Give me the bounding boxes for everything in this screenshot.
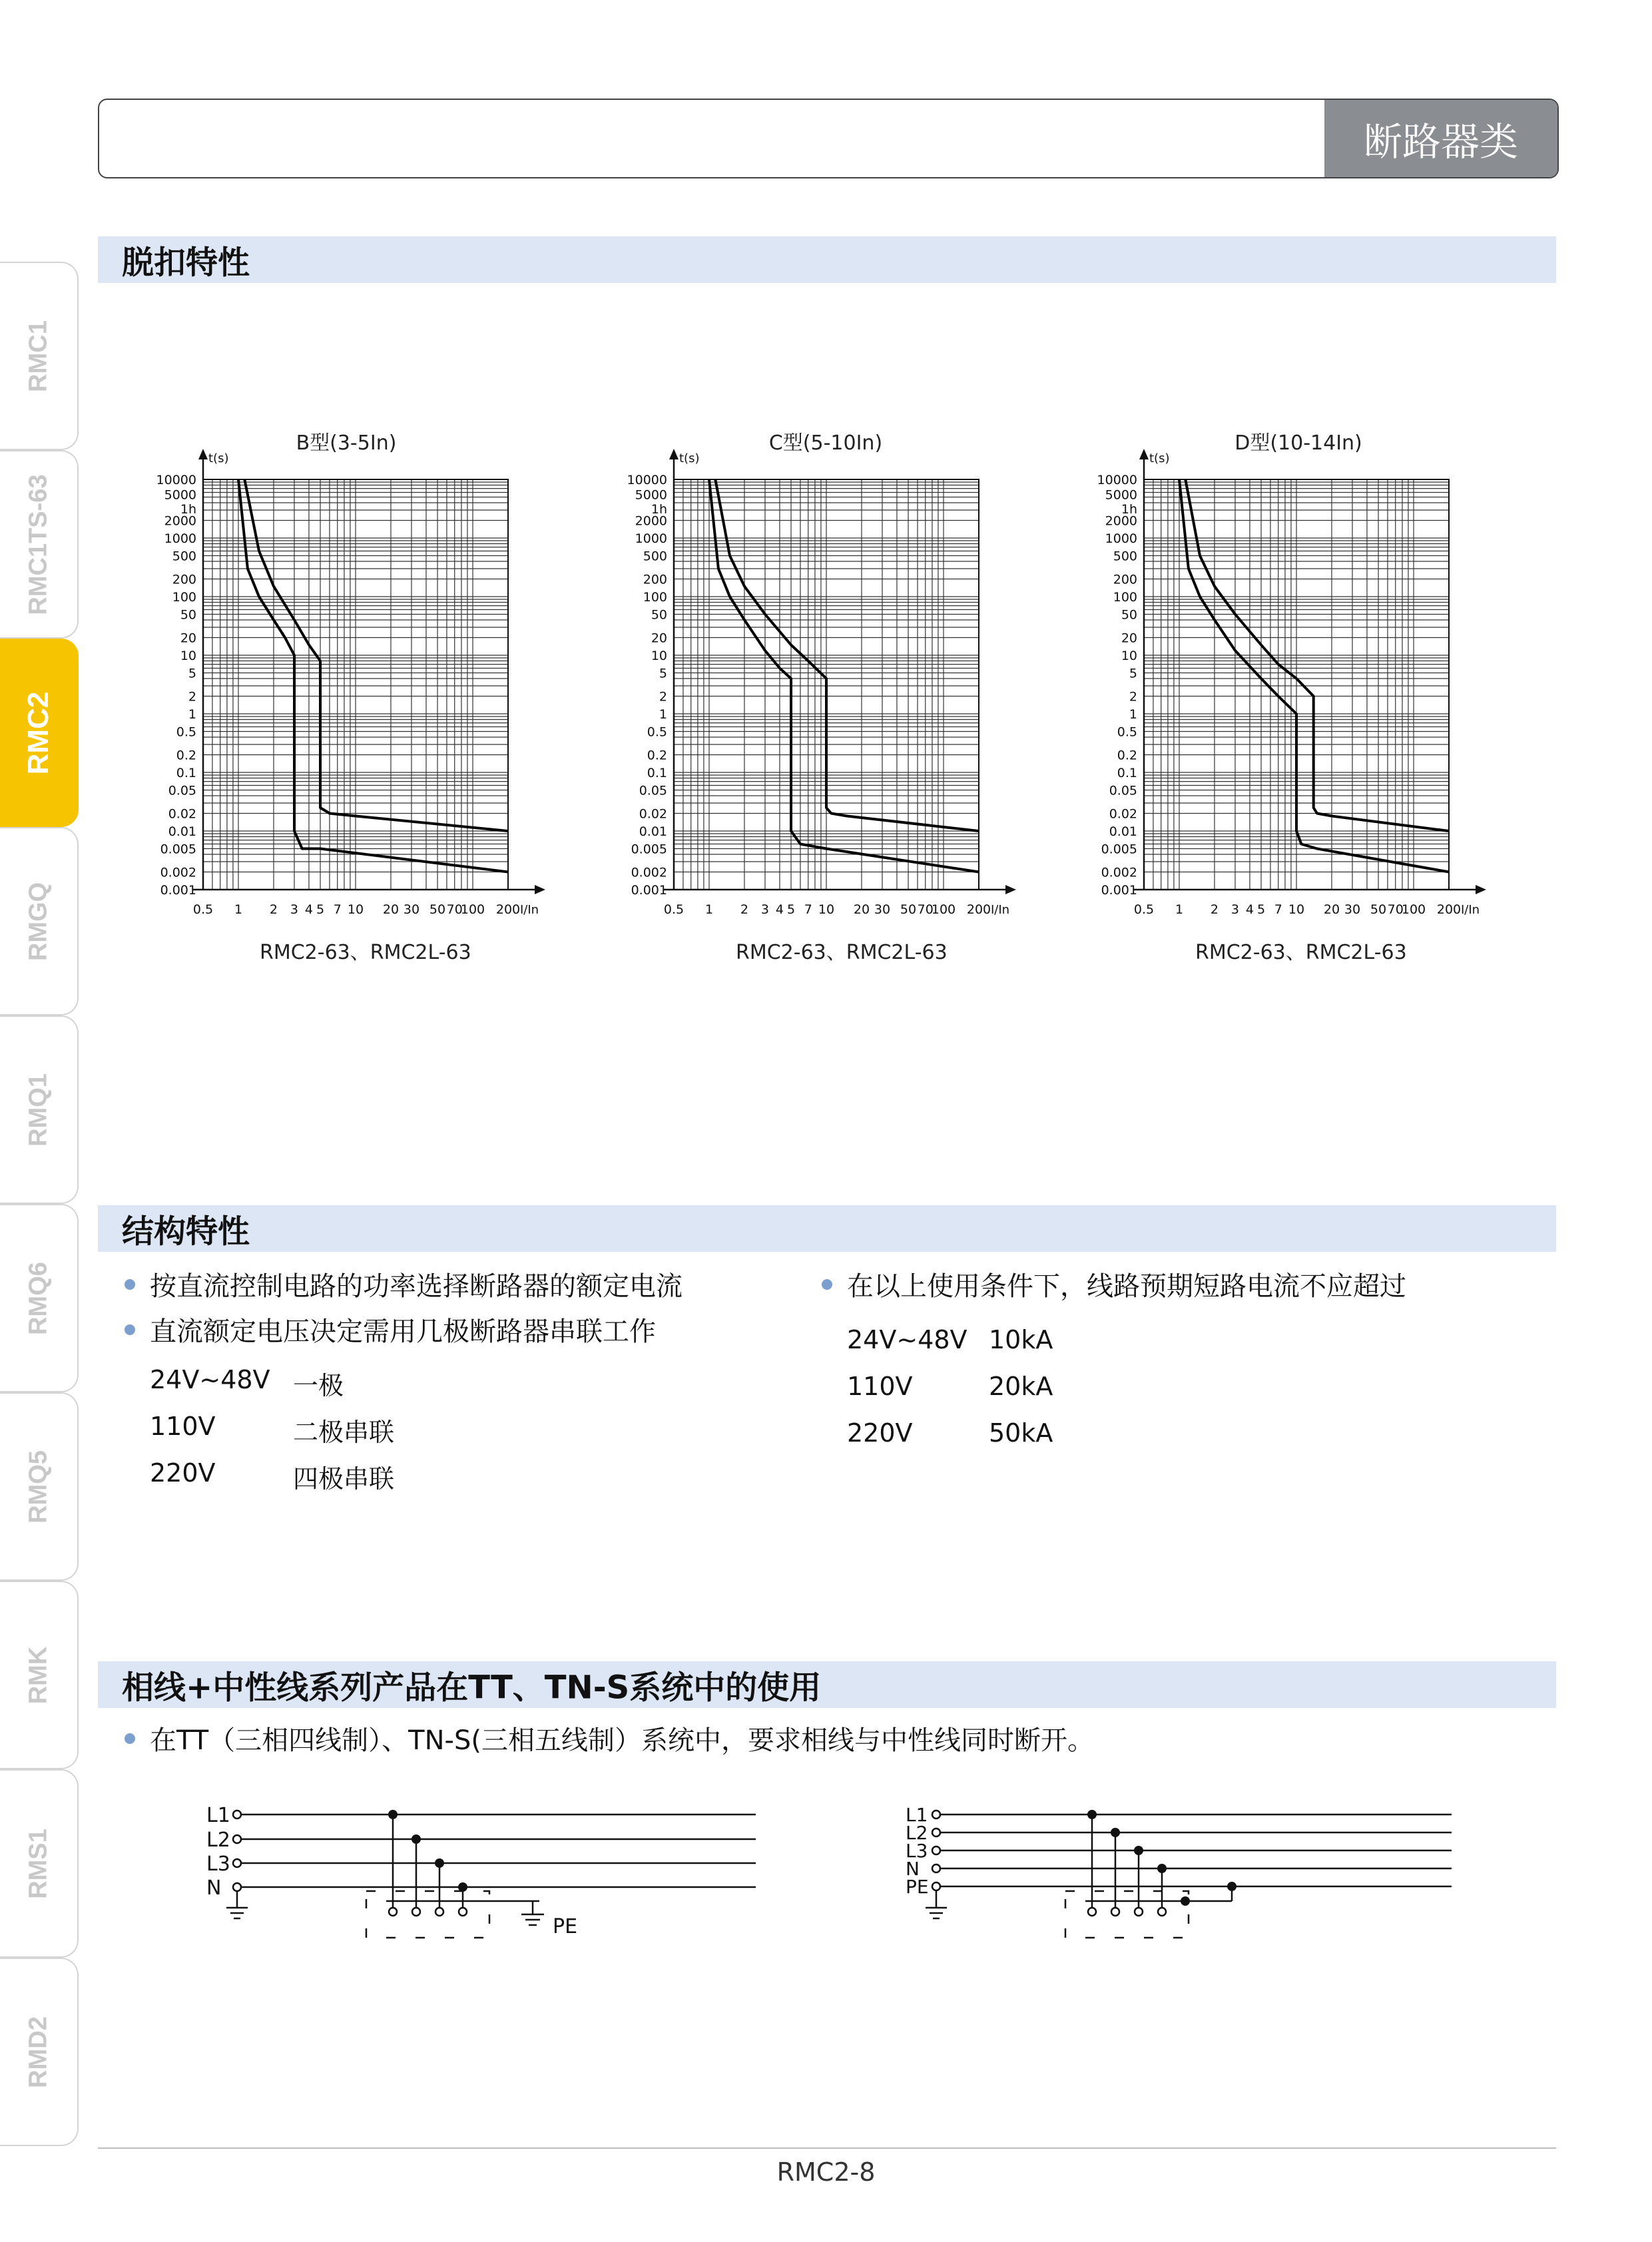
x-tick-label: 2: [1210, 902, 1219, 917]
y-tick-label: 1: [1129, 707, 1137, 722]
y-tick-label: 0.02: [1109, 806, 1137, 822]
x-tick-label: 10: [1288, 902, 1305, 917]
tab-label: RMQ5: [24, 1450, 53, 1524]
y-tick-label: 0.1: [176, 766, 196, 780]
x-tick-label: 5: [786, 902, 796, 917]
tt-wiring-diagram: [186, 1791, 919, 1978]
y-tick-label: 500: [172, 549, 196, 564]
x-tick-label: 30: [1344, 902, 1361, 917]
x-tick-label: 5: [316, 902, 325, 917]
x-tick-label: 200: [966, 902, 991, 917]
table-cell: 110V: [847, 1372, 913, 1401]
y-tick-label: 2000: [1105, 513, 1137, 529]
y-tick-label: 50: [1121, 607, 1137, 623]
y-tick-label: 0.2: [647, 748, 667, 763]
x-axis-label: I/In: [1461, 903, 1480, 917]
y-tick-label: 2000: [164, 513, 196, 529]
y-tick-label: 10: [1121, 649, 1137, 663]
y-tick-label: 10: [651, 649, 667, 663]
x-tick-label: 10: [347, 902, 364, 917]
x-tick-label: 100: [931, 902, 956, 917]
table-cell: 四极串联: [293, 1464, 395, 1494]
x-tick-label: 2: [269, 902, 278, 917]
y-tick-label: 20: [651, 631, 667, 646]
tab-label: RMK: [24, 1646, 53, 1704]
y-tick-label: 500: [1113, 549, 1137, 564]
y-tick-label: 0.002: [1101, 865, 1137, 880]
y-axis-label: t(s): [1149, 451, 1170, 465]
table-cell: 50kA: [989, 1418, 1053, 1448]
y-tick-label: 1h: [180, 502, 196, 517]
x-tick-label: 1: [704, 902, 714, 917]
y-tick-label: 0.5: [1117, 724, 1137, 740]
line-label: L2: [906, 1822, 928, 1844]
y-tick-label: 5000: [164, 487, 196, 503]
x-tick-label: 100: [1401, 902, 1426, 917]
x-tick-label: 70: [1387, 902, 1404, 917]
tab-label: RMQ6: [24, 1261, 53, 1335]
y-tick-label: 5: [188, 666, 196, 681]
y-tick-label: 0.2: [176, 748, 196, 763]
table-cell: 24V~48V: [150, 1365, 270, 1394]
x-tick-label: 5: [1256, 902, 1266, 917]
x-tick-label: 30: [874, 902, 891, 917]
x-tick-label: 2: [740, 902, 749, 917]
y-tick-label: 0.002: [631, 865, 667, 880]
chart-title-b: B型(3-5In): [296, 431, 397, 455]
trip-chart-2: [1097, 449, 1486, 917]
y-tick-label: 0.001: [160, 883, 196, 898]
y-tick-label: 0.01: [639, 824, 667, 839]
y-tick-label: 0.2: [1117, 748, 1137, 763]
pe-label: PE: [553, 1915, 578, 1938]
tab-label: RMD2: [24, 2016, 53, 2088]
table-cell: 220V: [847, 1418, 913, 1448]
y-tick-label: 0.01: [168, 824, 196, 839]
y-axis-arrow: [669, 449, 679, 459]
y-tick-label: 5: [659, 666, 667, 681]
tab-label: RMC2: [22, 691, 55, 774]
table-cell: 220V: [150, 1458, 216, 1488]
y-tick-label: 5000: [635, 487, 667, 503]
usage-bullet: 在TT（三相四线制）、TN-S(三相五线制）系统中，要求相线与中性线同时断开。: [150, 1719, 1094, 1757]
trip-chart-0: [156, 449, 545, 917]
x-tick-label: 50: [429, 902, 446, 917]
y-tick-label: 1000: [635, 531, 667, 546]
table-cell: 一极: [293, 1371, 344, 1400]
line-label: L1: [906, 1804, 928, 1826]
category-label: 断路器类: [1324, 100, 1557, 177]
structure-bullet: 在以上使用条件下，线路预期短路电流不应超过: [847, 1265, 1406, 1303]
y-tick-label: 0.001: [1101, 883, 1137, 898]
y-tick-label: 5: [1129, 666, 1137, 681]
y-tick-label: 200: [172, 572, 196, 587]
section-title: 相线+中性线系列产品在TT、TN-S系统中的使用: [122, 1669, 822, 1707]
y-tick-label: 0.5: [176, 724, 196, 740]
y-tick-label: 0.1: [1117, 766, 1137, 780]
y-tick-label: 1000: [1105, 531, 1137, 546]
x-tick-label: 70: [917, 902, 934, 917]
x-tick-label: 4: [304, 902, 314, 917]
footer-divider: [98, 2147, 1556, 2149]
x-tick-label: 100: [460, 902, 485, 917]
chart-title-c: C型(5-10In): [768, 431, 883, 455]
section-title: 脱扣特性: [122, 244, 250, 282]
x-tick-label: 20: [853, 902, 870, 917]
x-tick-label: 7: [1274, 902, 1282, 917]
x-axis-label: I/In: [520, 903, 539, 917]
trip-chart-1: [627, 449, 1016, 917]
x-tick-label: 50: [1370, 902, 1387, 917]
y-tick-label: 0.001: [631, 883, 667, 898]
y-tick-label: 500: [643, 549, 667, 564]
x-tick-label: 50: [900, 902, 917, 917]
line-label: L1: [206, 1804, 230, 1827]
x-tick-label: 4: [775, 902, 784, 917]
chart-caption-d: RMC2-63、RMC2L-63: [1195, 941, 1407, 964]
x-tick-label: 0.5: [1133, 902, 1155, 917]
y-axis-arrow: [198, 449, 208, 459]
chart-title-d: D型(10-14In): [1235, 431, 1362, 455]
tab-label: RMGQ: [24, 882, 53, 961]
y-tick-label: 2000: [635, 513, 667, 529]
y-tick-label: 0.5: [647, 724, 667, 740]
y-tick-label: 2: [1129, 689, 1137, 704]
y-tick-label: 1: [659, 707, 667, 722]
tab-rmd2[interactable]: [0, 1958, 79, 2146]
y-tick-label: 2: [188, 689, 196, 704]
y-tick-label: 100: [643, 590, 667, 605]
y-tick-label: 200: [1113, 572, 1137, 587]
tab-rmk[interactable]: [0, 1581, 79, 1769]
x-axis-label: I/In: [991, 903, 1010, 917]
y-tick-label: 0.005: [631, 842, 667, 857]
tab-label: RMQ1: [24, 1073, 53, 1147]
y-tick-label: 100: [1113, 590, 1137, 605]
y-tick-label: 0.05: [639, 783, 667, 798]
y-axis-label: t(s): [679, 451, 700, 465]
tab-label: RMC1TS-63: [24, 473, 53, 615]
x-tick-label: 1: [1175, 902, 1184, 917]
y-axis-label: t(s): [208, 451, 229, 465]
x-axis-arrow: [535, 885, 545, 894]
y-tick-label: 20: [180, 631, 196, 646]
x-tick-label: 0.5: [192, 902, 214, 917]
page-number: RMC2-8: [776, 2157, 876, 2187]
tab-rmq5[interactable]: [0, 1392, 79, 1581]
y-tick-label: 0.01: [1109, 824, 1137, 839]
tab-rms1[interactable]: [0, 1769, 79, 1958]
y-tick-label: 100: [172, 590, 196, 605]
structure-bullet: 按直流控制电路的功率选择断路器的额定电流: [150, 1265, 683, 1303]
y-tick-label: 10000: [1097, 473, 1137, 487]
x-axis-arrow: [1476, 885, 1486, 894]
tab-label: RMC1: [24, 320, 53, 392]
x-tick-label: 4: [1245, 902, 1254, 917]
x-tick-label: 3: [290, 902, 299, 917]
y-tick-label: 200: [643, 572, 667, 587]
x-axis-arrow: [1005, 885, 1016, 894]
tab-label: RMS1: [24, 1828, 53, 1899]
x-tick-label: 3: [760, 902, 770, 917]
y-tick-label: 1h: [1121, 502, 1137, 517]
y-tick-label: 10000: [156, 473, 196, 487]
x-tick-label: 200: [495, 902, 521, 917]
y-tick-label: 1: [188, 707, 196, 722]
y-tick-label: 10000: [627, 473, 667, 487]
y-tick-label: 20: [1121, 631, 1137, 646]
chart-caption-c: RMC2-63、RMC2L-63: [736, 941, 948, 964]
x-tick-label: 20: [1323, 902, 1340, 917]
y-tick-label: 1000: [164, 531, 196, 546]
line-label: N: [906, 1858, 920, 1880]
section-structure: [98, 1205, 1556, 1252]
y-tick-label: 0.05: [1109, 783, 1137, 798]
chart-caption-b: RMC2-63、RMC2L-63: [260, 941, 471, 964]
y-tick-label: 0.1: [647, 766, 667, 780]
line-label: L2: [206, 1828, 230, 1852]
x-tick-label: 3: [1231, 902, 1240, 917]
line-label: L3: [206, 1852, 230, 1876]
y-tick-label: 50: [651, 607, 667, 623]
trip-curve-charts: [0, 439, 1652, 972]
y-tick-label: 5000: [1105, 487, 1137, 503]
section-title: 结构特性: [122, 1213, 250, 1251]
y-tick-label: 0.002: [160, 865, 196, 880]
table-cell: 20kA: [989, 1372, 1053, 1401]
x-tick-label: 0.5: [663, 902, 685, 917]
y-tick-label: 0.02: [639, 806, 667, 822]
y-tick-label: 0.05: [168, 783, 196, 798]
x-tick-label: 30: [403, 902, 420, 917]
header-bar: [98, 99, 1559, 178]
x-tick-label: 7: [804, 902, 812, 917]
y-tick-label: 2: [659, 689, 667, 704]
x-tick-label: 10: [818, 902, 835, 917]
section-trip: [98, 236, 1556, 283]
y-tick-label: 10: [180, 649, 196, 663]
y-axis-arrow: [1139, 449, 1149, 459]
x-tick-label: 1: [234, 902, 243, 917]
y-tick-label: 1h: [651, 502, 667, 517]
x-tick-label: 20: [382, 902, 400, 917]
tab-rmc1[interactable]: [0, 262, 79, 450]
tab-rmq6[interactable]: [0, 1204, 79, 1392]
line-label: N: [206, 1876, 222, 1900]
y-tick-label: 0.005: [160, 842, 196, 857]
y-tick-label: 0.005: [1101, 842, 1137, 857]
y-tick-label: 50: [180, 607, 196, 623]
table-cell: 二极串联: [293, 1418, 395, 1447]
y-tick-label: 0.02: [168, 806, 196, 822]
x-tick-label: 70: [446, 902, 463, 917]
table-cell: 110V: [150, 1412, 216, 1441]
x-tick-label: 200: [1436, 902, 1462, 917]
tab-rmq1[interactable]: [0, 1015, 79, 1204]
section-usage: [98, 1661, 1556, 1708]
table-cell: 24V~48V: [847, 1325, 967, 1354]
line-label: L3: [906, 1840, 928, 1862]
tns-wiring-diagram: [886, 1791, 1618, 1978]
line-label: PE: [906, 1876, 929, 1898]
structure-bullet: 直流额定电压决定需用几极断路器串联工作: [150, 1310, 656, 1348]
x-tick-label: 7: [333, 902, 342, 917]
table-cell: 10kA: [989, 1325, 1053, 1354]
